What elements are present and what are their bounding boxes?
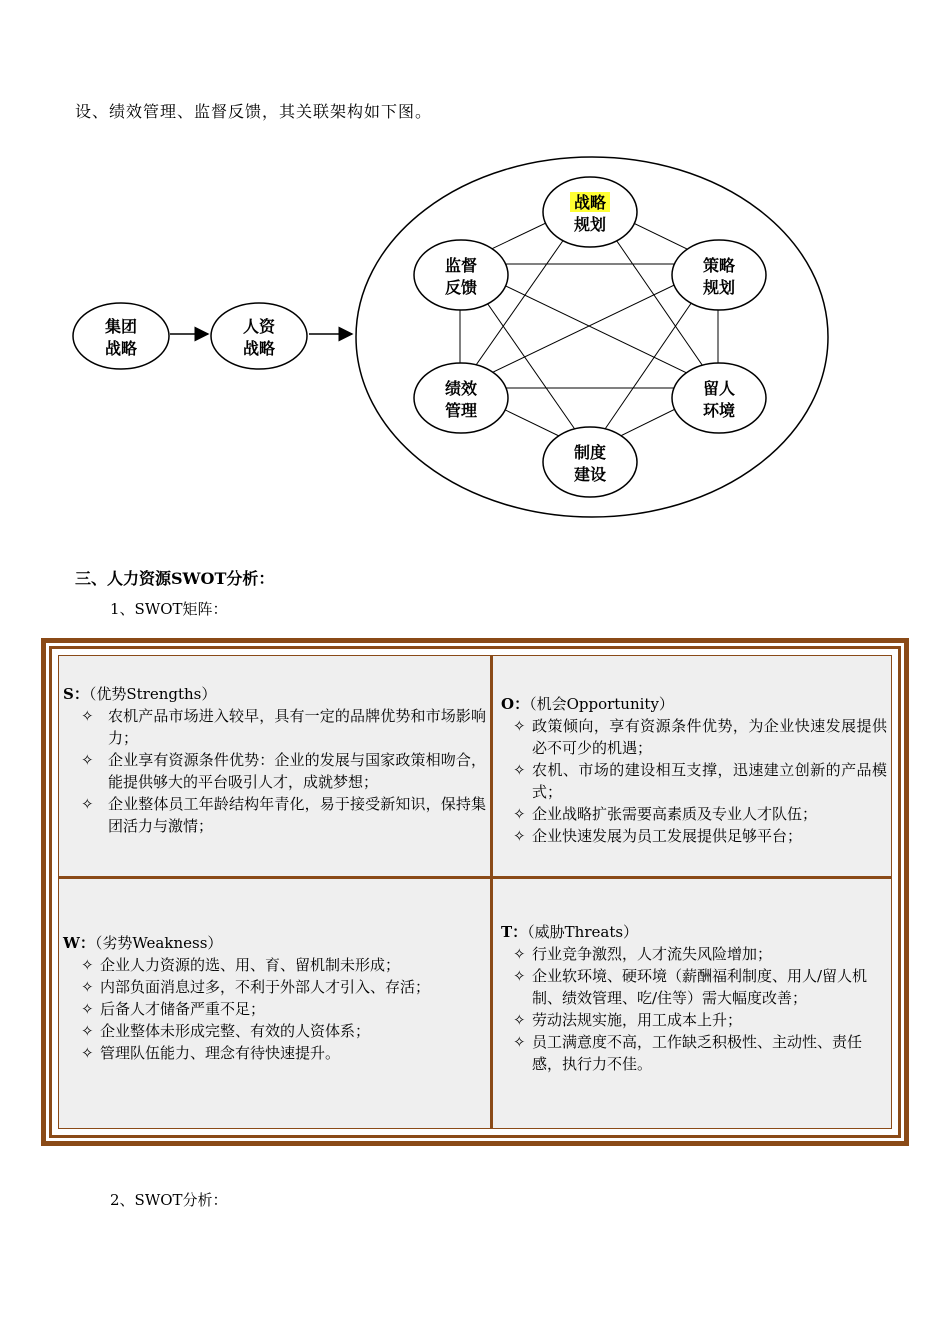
- bullet-icon: ✧: [81, 1022, 94, 1040]
- retention-environment-label: 留人: [702, 379, 736, 398]
- threat-item-text: 员工满意度不高，工作缺乏积极性、主动性、责任感，执行力不佳。: [532, 1033, 863, 1073]
- section-3-heading: 三、人力资源SWOT分析：: [75, 569, 275, 588]
- system-building-label: 制度: [573, 443, 607, 462]
- opportunity-item: [501, 759, 887, 803]
- weakness-item: [63, 1020, 486, 1042]
- bullet-icon: ✧: [513, 761, 526, 779]
- swot-cell-opportunities: [493, 656, 891, 876]
- threat-item: [501, 965, 887, 1009]
- weakness-item: [63, 998, 486, 1020]
- bullet-icon: ✧: [81, 1000, 94, 1018]
- strengths-list: [63, 705, 486, 837]
- bullet-icon: ✧: [81, 795, 94, 813]
- threat-item: [501, 1009, 887, 1031]
- swot-horizontal-divider: [59, 876, 891, 879]
- swot-cell-strengths: [59, 656, 490, 876]
- node-strategic-planning: [543, 177, 637, 247]
- opportunity-item: [501, 715, 887, 759]
- bullet-icon: ✧: [513, 967, 526, 985]
- strength-item-text: 农机产品市场进入较早，具有一定的品牌优势和市场影响力；: [108, 707, 486, 747]
- weakness-item-text: 企业整体未形成完整、有效的人资体系；: [100, 1022, 371, 1040]
- tactic-planning-label: 策略: [702, 256, 736, 275]
- threats-list: [501, 943, 887, 1075]
- performance-management-label: 绩效: [444, 379, 478, 398]
- opportunity-item-text: 政策倾向，享有资源条件优势，为企业快速发展提供必不可少的机遇；: [532, 717, 887, 757]
- bullet-icon: ✧: [81, 978, 94, 996]
- swot-cell-threats: [493, 879, 891, 1128]
- group-strategy-label: 战略: [104, 339, 138, 358]
- bullet-icon: ✧: [513, 1033, 526, 1051]
- swot-vertical-divider: [490, 656, 493, 1128]
- group-strategy-label: 集团: [104, 317, 138, 336]
- strength-item: [63, 705, 486, 749]
- strengths-title: S：（优势Strengths）: [63, 685, 217, 703]
- opportunities-list: [501, 715, 887, 847]
- strategic-planning-label: 规划: [573, 215, 607, 234]
- opportunity-item: [501, 825, 887, 847]
- threat-item: [501, 943, 887, 965]
- supervision-feedback-label: 反馈: [444, 278, 478, 297]
- opportunity-item-text: 企业战略扩张需要高素质及专业人才队伍；: [532, 805, 818, 823]
- hr-strategy-framework-diagram: [60, 150, 840, 530]
- bullet-icon: ✧: [81, 956, 94, 974]
- weakness-item: [63, 1042, 486, 1064]
- tactic-planning-label: 规划: [702, 278, 736, 297]
- threat-item-text: 企业软环境、硬环境（薪酬福利制度、用人/留人机制、绩效管理、吃/住等）需大幅度改善；: [532, 967, 868, 1007]
- weakness-item-text: 后备人才储备严重不足；: [100, 1000, 266, 1018]
- bullet-icon: ✧: [81, 1044, 94, 1062]
- weakness-item: [63, 954, 486, 976]
- opportunities-title: O：（机会Opportunity）: [501, 695, 674, 713]
- bullet-icon: ✧: [513, 805, 526, 823]
- weaknesses-list: [63, 954, 486, 1064]
- node-group-strategy: [73, 303, 169, 369]
- swot-cell-weaknesses: [59, 879, 490, 1128]
- strength-item-text: 企业整体员工年龄结构年青化，易于接受新知识，保持集团活力与激情；: [108, 795, 486, 835]
- strength-item-text: 企业享有资源条件优势：企业的发展与国家政策相吻合，能提供够大的平台吸引人才，成就梦想；: [108, 751, 486, 791]
- bullet-icon: ✧: [81, 751, 94, 769]
- supervision-feedback-label: 监督: [444, 256, 478, 275]
- opportunity-item-text: 企业快速发展为员工发展提供足够平台；: [532, 827, 803, 845]
- weakness-item: [63, 976, 486, 998]
- node-hr-strategy: [211, 303, 307, 369]
- swot-analysis-subheading: 2、SWOT分析：: [110, 1191, 228, 1209]
- opportunity-item-text: 农机、市场的建设相互支撑，迅速建立创新的产品模式；: [532, 761, 887, 801]
- hr-strategy-label: 战略: [242, 339, 276, 358]
- swot-grid: [58, 655, 892, 1129]
- system-building-label: 建设: [573, 465, 607, 484]
- swot-inner-border: [49, 646, 901, 1138]
- node-system-building: [543, 427, 637, 497]
- node-tactic-planning: [672, 240, 766, 310]
- hr-strategy-label: 人资: [242, 317, 276, 336]
- swot-matrix-subheading: 1、SWOT矩阵：: [110, 600, 228, 618]
- threat-item: [501, 1031, 887, 1075]
- opportunity-item: [501, 803, 887, 825]
- performance-management-label: 管理: [444, 401, 478, 420]
- intro-paragraph: 设、绩效管理、监督反馈，其关联架构如下图。: [75, 102, 433, 121]
- retention-environment-label: 环境: [702, 401, 736, 420]
- node-supervision-feedback: [414, 240, 508, 310]
- weaknesses-title: W：（劣势Weakness）: [63, 934, 223, 952]
- threat-item-text: 劳动法规实施，用工成本上升；: [532, 1011, 743, 1029]
- node-performance-management: [414, 363, 508, 433]
- bullet-icon: ✧: [513, 1011, 526, 1029]
- threats-title: T：（威胁Threats）: [501, 923, 639, 941]
- strength-item: [63, 749, 486, 793]
- strategic-planning-label: 战略: [573, 193, 607, 212]
- bullet-icon: ✧: [513, 717, 526, 735]
- bullet-icon: ✧: [513, 827, 526, 845]
- node-retention-environment: [672, 363, 766, 433]
- bullet-icon: ✧: [81, 707, 94, 725]
- swot-matrix: [41, 638, 909, 1146]
- weakness-item-text: 企业人力资源的选、用、育、留机制未形成；: [100, 956, 401, 974]
- strength-item: [63, 793, 486, 837]
- threat-item-text: 行业竞争激烈，人才流失风险增加；: [532, 945, 773, 963]
- bullet-icon: ✧: [513, 945, 526, 963]
- weakness-item-text: 管理队伍能力、理念有待快速提升。: [100, 1044, 341, 1062]
- weakness-item-text: 内部负面消息过多，不利于外部人才引入、存活；: [100, 978, 431, 996]
